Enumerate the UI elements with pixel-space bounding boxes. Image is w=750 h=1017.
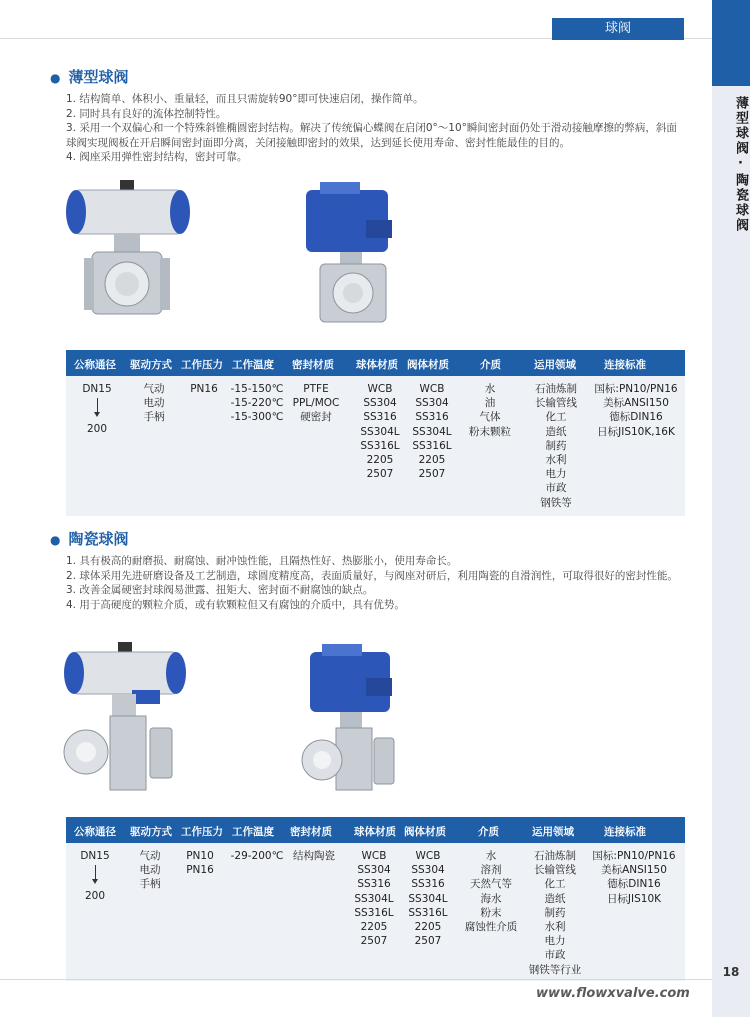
cell-value: 2205 — [360, 921, 388, 934]
cell-value: WCB — [419, 383, 445, 395]
col-application-field — [524, 849, 586, 977]
cell-value: 国标:PN10/PN16 — [594, 383, 678, 395]
col-application-field — [526, 382, 586, 510]
column-header: 阀体材质 — [407, 359, 449, 371]
cell-value: 钢铁等行业 — [528, 963, 582, 976]
cell-value: 长输管线 — [535, 397, 577, 410]
cell-value: SS316L — [412, 439, 452, 452]
cell-value: SS316L — [354, 906, 394, 919]
cell-value: 长输管线 — [534, 864, 576, 877]
cell-value: 电动 — [139, 864, 161, 877]
cell-value: PN16 — [186, 864, 214, 877]
column-header: 介质 — [478, 826, 499, 838]
cell-value: SS304L — [408, 892, 448, 905]
cell-value: 粉末 — [480, 906, 502, 919]
cell-value: PTFE — [303, 383, 329, 395]
cell-value: 电力 — [544, 935, 566, 948]
col-body-material — [406, 382, 458, 481]
cell-value: 气动 — [143, 383, 165, 395]
cell-value: SS316L — [408, 906, 448, 919]
cell-value: 市政 — [545, 482, 567, 495]
cell-value: SS304L — [360, 425, 400, 438]
feature-point: 2. 同时具有良好的流体控制特性。 — [66, 107, 227, 120]
col-body-material — [402, 849, 454, 948]
col-connection-standard — [588, 382, 684, 439]
column-header: 阀体材质 — [404, 826, 446, 838]
sidebar-section-label: 薄型球阀·陶瓷球阀 — [733, 96, 748, 233]
cell-value: 天然气等 — [470, 878, 512, 891]
cell-value: 2205 — [418, 454, 446, 467]
cell-value: WCB — [361, 850, 387, 862]
bullet-icon: ● — [50, 71, 61, 85]
cell-value: -29-200℃ — [230, 850, 284, 862]
column-header: 密封材质 — [290, 826, 332, 838]
cell-value: 2507 — [360, 935, 388, 948]
feature-point: 4. 用于高硬度的颗粒介质，或有软颗粒但又有腐蚀的介质中，具有优势。 — [66, 598, 405, 611]
cell-value: 造纸 — [545, 425, 567, 438]
column-header: 工作温度 — [232, 359, 274, 371]
cell-value: 硬密封 — [300, 411, 332, 424]
feature-point: 3. 改善金属硬密封球阀易泄露、扭矩大、密封面不耐腐蚀的缺点。 — [66, 584, 374, 597]
electric-ceramic-ball-valve-photo — [300, 642, 410, 802]
cell-value: 粉末颗粒 — [469, 425, 511, 438]
cell-value: -15-150℃ — [230, 383, 284, 395]
range-arrow-icon — [77, 865, 113, 889]
column-header: 运用领域 — [534, 359, 576, 371]
cell-value: 水利 — [544, 921, 566, 934]
section-description — [66, 554, 682, 612]
col-ball-material — [348, 849, 400, 948]
col-drive-mode — [126, 849, 174, 892]
cell-value: 石油炼制 — [535, 383, 577, 395]
cell-value: SS304 — [411, 864, 445, 877]
cell-value: -15-300℃ — [230, 411, 284, 424]
cell-value: -15-220℃ — [230, 397, 284, 410]
column-header: 介质 — [480, 359, 501, 371]
section-title-text: 薄型球阀 — [68, 68, 129, 86]
cell-value: 水利 — [545, 454, 567, 467]
cell-value: WCB — [415, 850, 441, 862]
cell-value: 2205 — [414, 921, 442, 934]
cell-value: DN15 — [80, 850, 110, 862]
section-title-thin-ball-valve — [50, 66, 129, 87]
cell-value: 水 — [484, 383, 496, 395]
cell-value: 日标JIS10K — [606, 892, 662, 905]
cell-value: SS304 — [415, 397, 449, 410]
column-header: 球体材质 — [354, 826, 396, 838]
feature-point: 1. 具有极高的耐磨损、耐腐蚀、耐冲蚀性能，且隔热性好、热膨胀小，使用寿命长。 — [66, 555, 458, 567]
cell-value: SS316L — [360, 439, 400, 452]
cell-value: 德标DIN16 — [609, 411, 663, 424]
cell-value: 制药 — [545, 439, 567, 452]
section-title-ceramic-ball-valve — [50, 528, 129, 549]
cell-value: SS316 — [363, 411, 397, 424]
column-header: 连接标准 — [604, 359, 646, 371]
col-medium — [454, 849, 528, 934]
col-pressure — [184, 382, 224, 396]
column-header: 驱动方式 — [130, 359, 172, 371]
pneumatic-thin-ball-valve-photo — [62, 176, 192, 336]
feature-point: 1. 结构简单、体积小、重量轻，而且只需旋转90°即可快速启闭，操作简单。 — [66, 93, 424, 105]
cell-value: 市政 — [544, 949, 566, 962]
cell-value: 化工 — [544, 878, 566, 891]
cell-value: PPL/MOC — [292, 397, 340, 410]
cell-value: 化工 — [545, 411, 567, 424]
page-number: 18 — [722, 965, 740, 979]
cell-value: 电动 — [143, 397, 165, 410]
feature-point: 2. 球体采用先进研磨设备及工艺制造，球圆度精度高，表面质量好，与阀座对研后，利用陶瓷的自滑润性，可取得很好的密封性能。 — [66, 569, 678, 582]
cell-value: 美标ANSI150 — [603, 397, 669, 410]
cell-value: 海水 — [480, 892, 502, 905]
column-header: 运用领域 — [532, 826, 574, 838]
table-header-row — [66, 350, 685, 376]
col-seal-material — [288, 382, 344, 425]
col-nominal-diameter — [77, 849, 113, 903]
cell-value: PN10 — [186, 850, 214, 862]
column-header: 密封材质 — [292, 359, 334, 371]
cell-value: 美标ANSI150 — [601, 864, 667, 877]
col-ball-material — [354, 382, 406, 481]
cell-value: 石油炼制 — [534, 850, 576, 862]
column-header: 球体材质 — [356, 359, 398, 371]
cell-value: SS316 — [411, 878, 445, 891]
cell-value: PN16 — [190, 383, 218, 395]
cell-value: 腐蚀性介质 — [464, 921, 518, 934]
cell-value: 2507 — [414, 935, 442, 948]
website-url[interactable]: www.flowxvalve.com — [536, 986, 690, 1001]
table-header-row — [66, 817, 685, 843]
column-header: 公称通径 — [74, 359, 116, 371]
cell-value: 2507 — [366, 468, 394, 481]
spec-table-thin-ball-valve — [66, 350, 685, 516]
cell-value: 2507 — [418, 468, 446, 481]
cell-value: SS304 — [357, 864, 391, 877]
cell-value: 溶剂 — [480, 864, 502, 877]
cell-value: SS304L — [412, 425, 452, 438]
table-body — [66, 376, 685, 516]
cell-value: 钢铁等 — [540, 496, 572, 509]
col-nominal-diameter — [79, 382, 115, 436]
cell-value: 结构陶瓷 — [293, 850, 335, 862]
bullet-icon: ● — [50, 533, 61, 547]
cell-value: 国标:PN10/PN16 — [592, 850, 676, 862]
cell-value: 手柄 — [143, 411, 165, 424]
col-connection-standard — [586, 849, 682, 906]
cell-value: 200 — [84, 890, 106, 903]
cell-value: 200 — [86, 423, 108, 436]
pneumatic-ceramic-ball-valve-photo — [62, 640, 188, 800]
cell-value: 气动 — [139, 850, 161, 862]
cell-value: 油 — [484, 397, 496, 410]
cell-value: 日标JIS10K,16K — [597, 425, 675, 438]
cell-value: 制药 — [544, 906, 566, 919]
col-pressure — [180, 849, 220, 877]
col-temperature — [226, 849, 288, 863]
table-body — [66, 843, 685, 981]
cell-value: WCB — [367, 383, 393, 395]
feature-point: 4. 阀座采用弹性密封结构，密封可靠。 — [66, 151, 248, 164]
sidebar-accent — [712, 0, 750, 86]
cell-value: 手柄 — [139, 878, 161, 891]
cell-value: 电力 — [545, 468, 567, 481]
footer-divider — [0, 979, 712, 980]
section-description — [66, 92, 682, 165]
cell-value: 造纸 — [544, 892, 566, 905]
col-medium — [462, 382, 518, 439]
cell-value: SS304L — [354, 892, 394, 905]
range-arrow-icon — [79, 398, 115, 422]
cell-value: SS316 — [357, 878, 391, 891]
category-tab: 球阀 — [552, 18, 684, 40]
column-header: 连接标准 — [604, 826, 646, 838]
col-seal-material — [286, 849, 342, 863]
electric-thin-ball-valve-photo — [300, 180, 410, 330]
cell-value: 水 — [485, 850, 497, 862]
cell-value: SS304 — [363, 397, 397, 410]
cell-value: 2205 — [366, 454, 394, 467]
cell-value: SS316 — [415, 411, 449, 424]
col-drive-mode — [130, 382, 178, 425]
cell-value: DN15 — [82, 383, 112, 395]
cell-value: 气体 — [479, 411, 501, 424]
section-title-text: 陶瓷球阀 — [68, 530, 129, 548]
column-header: 工作压力 — [181, 359, 223, 371]
feature-point: 3. 采用一个双偏心和一个特殊斜锥椭圆密封结构。解决了传统偏心蝶阀在启闭0°～10°瞬间密封面仍处于滑动接触摩擦的弊病，斜面球阀实现阀板在开启瞬间密封面即分离，关闭接触即密封的效果，达到延长使用寿命、密封性能最佳的目的。 — [66, 122, 677, 149]
column-header: 驱动方式 — [130, 826, 172, 838]
column-header: 工作压力 — [181, 826, 223, 838]
col-temperature — [226, 382, 288, 425]
spec-table-ceramic-ball-valve — [66, 817, 685, 981]
column-header: 公称通径 — [74, 826, 116, 838]
cell-value: 德标DIN16 — [607, 878, 661, 891]
column-header: 工作温度 — [232, 826, 274, 838]
